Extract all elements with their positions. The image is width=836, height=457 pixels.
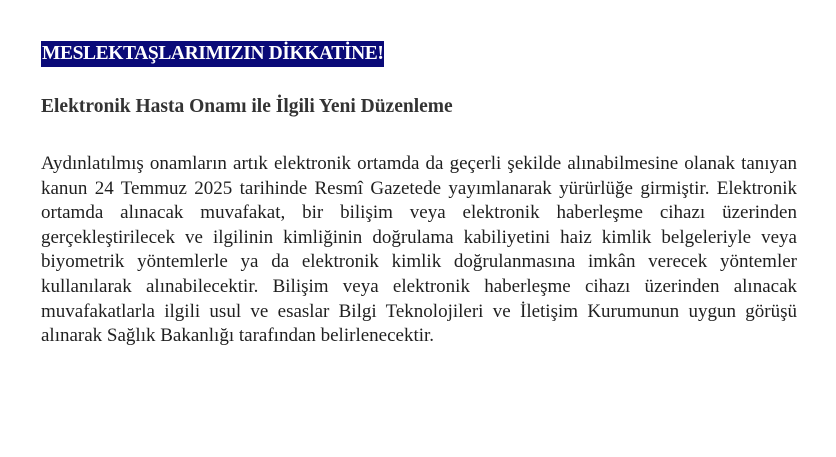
notice-subtitle: Elektronik Hasta Onamı ile İlgili Yeni Düzenleme <box>41 96 453 117</box>
notice-banner: MESLEKTAŞLARIMIZIN DİKKATİNE! <box>41 41 384 67</box>
notice-body-paragraph: Aydınlatılmış onamların artık elektronik ortamda da geçerli şekilde alınabilmesine olanak tanıyan kanun 24 Temmuz 2025 tarihinde Resmî Gazetede yayımlanarak yürürlüğe girmiştir. Elektronik ortamda alınacak muvafakat, bir bilişim veya elektronik haberleşme cihazı üzerinden gerçekleştirilecek ve ilgilinin kimliğinin doğrulama kabiliyetini haiz kimlik belgeleriyle veya biyometrik yöntemlerle ya da elektronik kimlik doğrulanmasına imkân verecek yöntemler kullanılarak alınabilecektir. Bilişim veya elektronik haberleşme cihazı üzerinden alınacak muvafakatlarla ilgili usul ve esaslar Bilgi Teknolojileri ve İletişim Kurumunun uygun görüşü alınarak Sağlık Bakanlığı tarafından belirlenecektir. <box>41 153 797 347</box>
